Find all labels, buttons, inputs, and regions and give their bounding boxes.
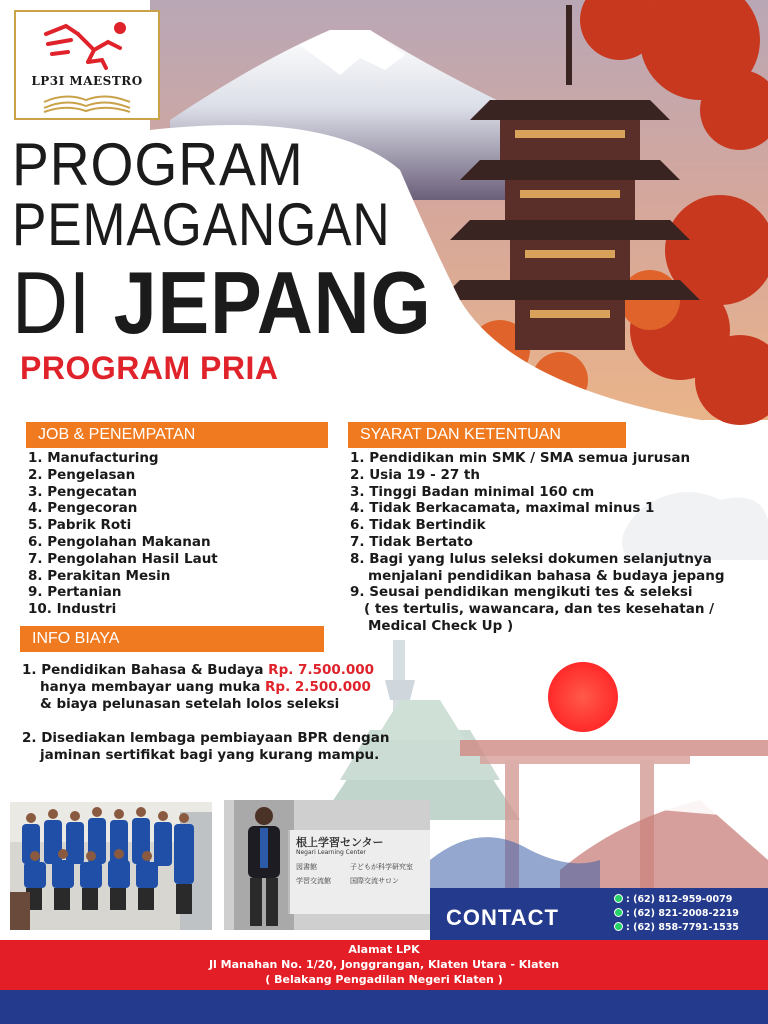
address-title: Alamat LPK <box>348 943 420 956</box>
list-item: 8. Bagi yang lulus seleksi dokumen selanjutnya <box>350 550 712 567</box>
requirements-heading: SYARAT DAN KETENTUAN <box>348 422 626 448</box>
title-line-3 <box>12 252 432 354</box>
list-item: 10. Industri <box>28 601 117 618</box>
title-jepang: JEPANG <box>113 253 432 352</box>
fee-line-3: & biaya pelunasan setelah lolos seleksi <box>40 696 340 712</box>
group-photo <box>10 802 212 930</box>
jobs-heading: JOB & PENEMPATAN <box>26 422 328 448</box>
list-item: 7. Tidak Bertato <box>350 533 473 550</box>
list-item <box>350 568 725 585</box>
list-item: 7. Pengolahan Hasil Laut <box>28 550 218 567</box>
address-line-1: Jl Manahan No. 1/20, Jonggrangan, Klaten Utara - Klaten <box>208 958 560 971</box>
program-subtitle: PROGRAM PRIA <box>20 350 279 386</box>
fee-line-1 <box>22 662 374 679</box>
sign-title-en: Negari Learning Center <box>296 849 366 856</box>
runner-logo-icon <box>16 12 158 118</box>
requirements-list <box>350 450 725 635</box>
sign-title-jp: 根上学習センター <box>296 836 384 849</box>
phone-item[interactable] <box>614 893 739 907</box>
list-item-continuation: ( tes tertulis, wawancara, dan tes kesehatan / <box>364 601 715 618</box>
phone-number: : (62) 812-959-0079 <box>626 894 733 905</box>
logo-text: LP3I MAESTRO <box>31 74 143 88</box>
list-item-continuation: menjalani pendidikan bahasa & budaya jepang <box>368 567 725 584</box>
phone-item[interactable] <box>614 921 739 935</box>
list-item: 6. Pengolahan Makanan <box>28 533 211 550</box>
sign-left-row-2: 学習交流館 <box>296 877 331 885</box>
list-item: 6. Tidak Bertindik <box>350 517 486 534</box>
sign-right-row-1: 子どもが科学研究室 <box>350 863 413 871</box>
person-figure <box>234 800 294 930</box>
fee-line-4: 2. Disediakan lembaga pembiayaan BPR dengan <box>22 730 390 746</box>
contact-label: CONTACT <box>446 905 559 930</box>
fees-heading: INFO BIAYA <box>20 626 324 652</box>
list-item: 2. Usia 19 - 27 th <box>350 466 480 483</box>
fee-line-5: jaminan sertifikat bagi yang kurang mampu. <box>40 747 380 763</box>
fee-price-total: Rp. 7.500.000 <box>268 662 375 678</box>
list-item: 3. Tinggi Badan minimal 160 cm <box>350 483 595 500</box>
whatsapp-icon <box>614 922 623 931</box>
title-line-1: PROGRAM <box>12 131 304 198</box>
whatsapp-icon <box>614 894 623 903</box>
list-item: 9. Pertanian <box>28 584 122 601</box>
list-item: 9. Seusai pendidikan mengikuti tes & seleksi <box>350 584 693 601</box>
learning-center-photo <box>224 800 430 930</box>
list-item: 1. Manufacturing <box>28 450 159 466</box>
list-item: 5. Pabrik Roti <box>28 517 132 534</box>
fee-line-1-text: 1. Pendidikan Bahasa & Budaya <box>22 662 269 678</box>
list-item: 2. Pengelasan <box>28 466 136 483</box>
list-item <box>350 618 725 635</box>
phone-number: : (62) 821-2008-2219 <box>626 908 739 919</box>
footer-blue-band <box>0 990 768 1024</box>
fee-line-2 <box>40 679 371 696</box>
fee-line-2-text: hanya membayar uang muka <box>40 679 266 695</box>
title-line-2: PEMAGANGAN <box>12 191 391 258</box>
phone-item[interactable] <box>614 907 739 921</box>
list-item <box>350 601 725 618</box>
whatsapp-icon <box>614 908 623 917</box>
list-item: 8. Perakitan Mesin <box>28 567 171 584</box>
sign-right-row-2: 国際交流サロン <box>350 877 399 885</box>
group-photo-image <box>10 802 212 930</box>
list-item: 4. Tidak Berkacamata, maximal minus 1 <box>350 500 655 517</box>
jobs-list <box>28 450 218 618</box>
phone-number: : (62) 858-7791-1535 <box>626 922 739 933</box>
title-di: DI <box>12 253 92 352</box>
list-item: 4. Pengecoran <box>28 500 138 517</box>
building-sign <box>288 830 430 914</box>
address-line-2: ( Belakang Pengadilan Negeri Klaten ) <box>265 973 503 986</box>
logo <box>14 10 160 120</box>
fee-price-down-payment: Rp. 2.500.000 <box>265 679 371 695</box>
footer <box>0 940 768 1024</box>
list-item: 1. Pendidikan min SMK / SMA semua jurusan <box>350 450 691 466</box>
list-item-continuation: Medical Check Up ) <box>368 617 514 634</box>
sign-left-row-1: 図書館 <box>296 863 317 871</box>
phone-list <box>614 893 739 935</box>
list-item: 3. Pengecatan <box>28 483 137 500</box>
